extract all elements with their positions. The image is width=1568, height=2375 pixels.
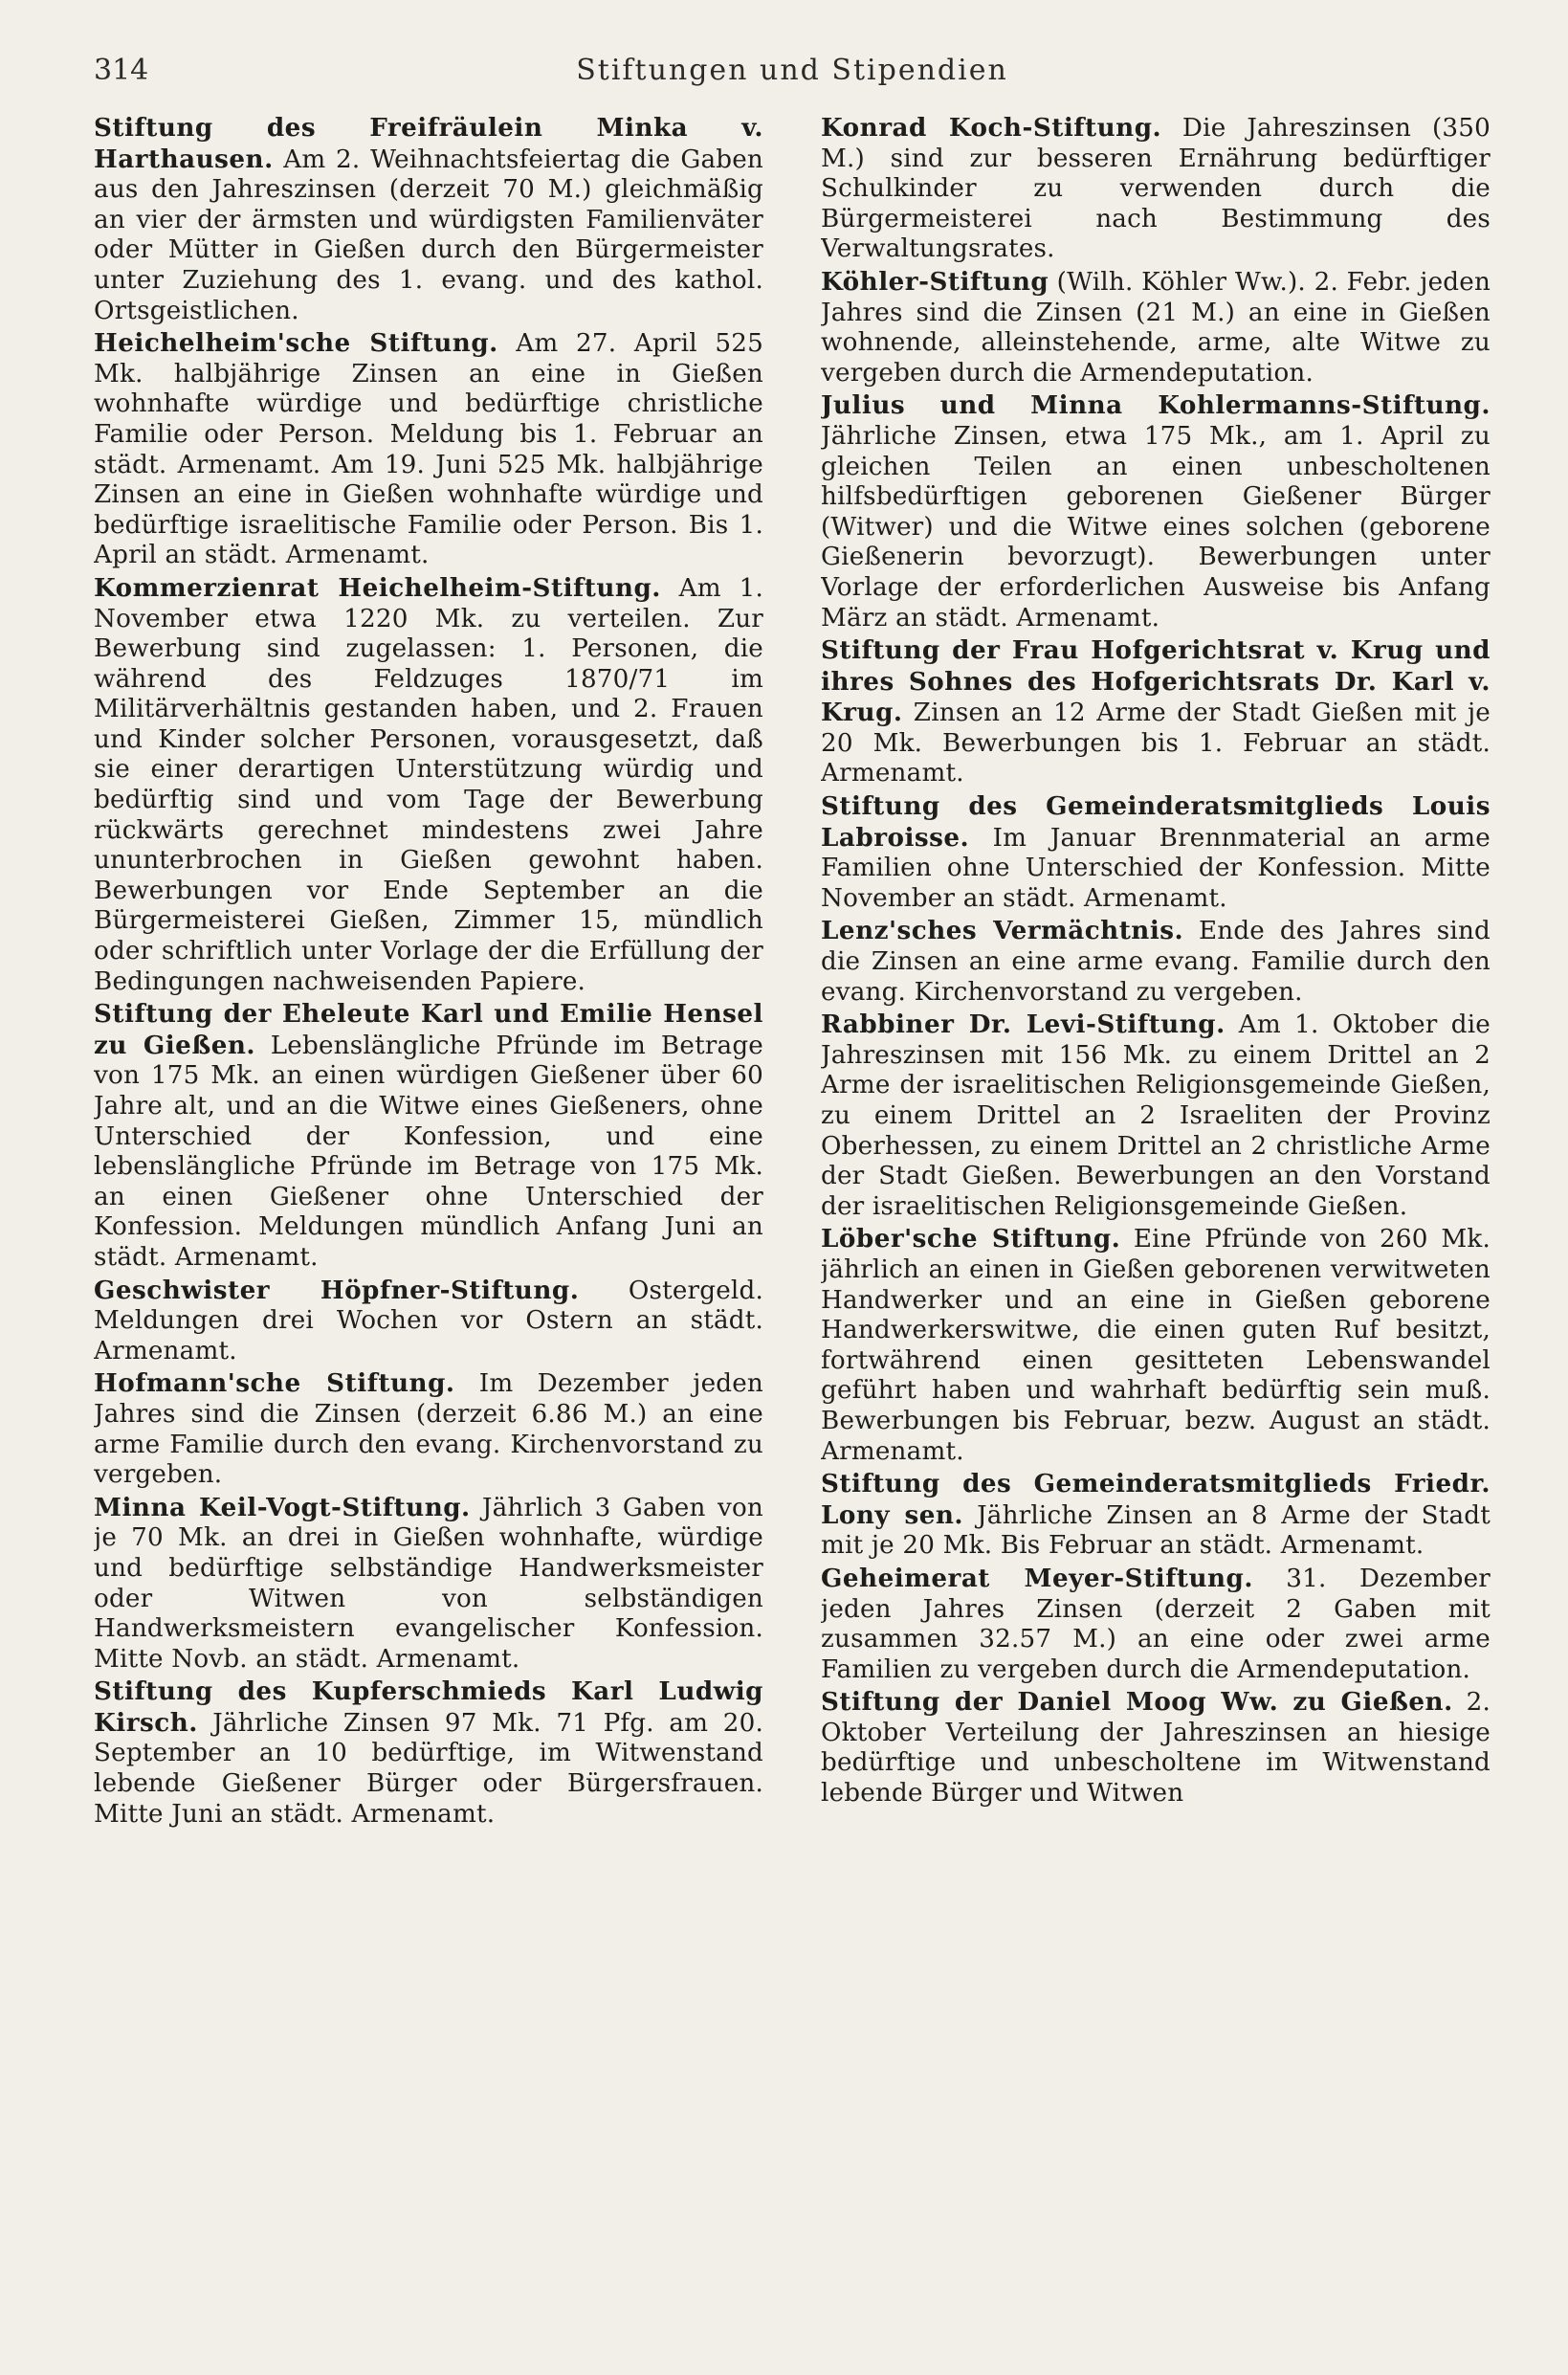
entry-text: Eine Pfründe von 260 Mk. jährlich an einen in Gießen geborenen verwitweten Handwerker und an eine in Gießen geborene Handwerkerswitwe, die einen guten Ruf besitzt, fortwährend einen gesitteten Lebenswandel geführt haben und wahrhaft bedürftig sein muß. Bewerbungen bis Februar, bezw. August an städt. Armenamt. [821, 1225, 1491, 1466]
entry-heading: Stiftung des Gemeinderatsmitglieds Louis Labroisse. [821, 791, 1491, 853]
foundation-entry [94, 1493, 763, 1676]
entry-text: Am 27. April 525 Mk. halbjährige Zinsen an eine in Gießen wohnhafte würdige und bedürftige christliche Familie oder Person. Meldung bis 1. Februar an städt. Armenamt. Am 19. Juni 525 Mk. halbjährige Zinsen an eine in Gießen wohnhafte würdige und bedürftige israelitische Familie oder Person. Bis 1. April an städt. Armenamt. [94, 329, 763, 570]
left-column [94, 113, 763, 2352]
entry-text: Am 2. Weihnachtsfeiertag die Gaben aus den Jahreszinsen (derzeit 70 M.) gleichmäßig an vier der ärmsten und würdigsten Familienväter oder Mütter in Gießen durch den Bürgermeister unter Zuziehung des 1. evang. und des kathol. Ortsgeistlichen. [94, 144, 763, 325]
entry-text: Die Jahreszinsen (350 M.) sind zur besseren Ernährung bedürftiger Schulkinder zu verwenden durch die Bürgermeisterei nach Bestimmung des Verwaltungsrates. [821, 114, 1491, 264]
foundation-entry [821, 267, 1491, 388]
entry-text: Am 1. Oktober die Jahreszinsen mit 156 Mk. zu einem Drittel an 2 Arme der israelitischen Religionsgemeinde Gießen, zu einem Drittel an 2 Israeliten der Provinz Oberhessen, zu einem Drittel an 2 christliche Arme der Stadt Gießen. Bewerbungen an den Vorstand der israelitischen Religionsgemeinde Gießen. [821, 1010, 1491, 1221]
entry-heading: Lenz'sches Vermächtnis. [821, 916, 1184, 946]
foundation-entry [821, 791, 1491, 914]
entry-heading: Rabbiner Dr. Levi-Stiftung. [821, 1010, 1226, 1040]
entry-text: Jährliche Zinsen, etwa 175 Mk., am 1. April zu gleichen Teilen an einen unbescholtenen hilfsbedürftigen geborenen Gießener Bürger (Witwer) und die Witwe eines solchen (geborene Gießenerin bevorzugt). Bewerbungen unter Vorlage der erforderlichen Ausweise bis Anfang März an städt. Armenamt. [821, 421, 1491, 633]
foundation-entry [821, 635, 1491, 789]
foundation-entry [94, 113, 763, 326]
page-number: 314 [94, 54, 149, 87]
foundation-entry [94, 328, 763, 571]
foundation-entry [821, 1224, 1491, 1467]
entry-heading: Minna Keil-Vogt-Stiftung. [94, 1492, 471, 1522]
page-header [94, 50, 1491, 98]
entry-text: Im Januar Brennmaterial an arme Familien ohne Unterschied der Konfession. Mitte November an städt. Armenamt. [821, 823, 1491, 913]
entry-heading: Stiftung des Freifräulein Minka v. Harthausen. [94, 113, 763, 174]
foundation-entry [94, 999, 763, 1273]
entry-text: Lebenslängliche Pfründe im Betrage von 175 Mk. an einen würdigen Gießener über 60 Jahre alt, und an die Witwe eines Gießeners, ohne Unterschied der Konfession, und eine lebenslängliche Pfründe im Betrage von 175 Mk. an einen Gießener ohne Unterschied der Konfession. Meldungen mündlich Anfang Juni an städt. Armenamt. [94, 1031, 763, 1272]
foundation-entry [821, 1469, 1491, 1562]
entry-heading: Konrad Koch-Stiftung. [821, 113, 1162, 143]
entry-heading: Julius und Minna Kohlermanns-Stiftung. [821, 390, 1491, 421]
foundation-entry [94, 1276, 763, 1367]
entry-heading: Heichelheim'sche Stiftung. [94, 328, 498, 359]
foundation-entry [821, 1687, 1491, 1809]
entry-heading: Köhler-Stiftung [821, 266, 1049, 297]
foundation-entry [821, 113, 1491, 265]
foundation-entry [821, 390, 1491, 633]
entry-heading: Löber'sche Stiftung. [821, 1224, 1121, 1254]
entry-heading: Stiftung der Daniel Moog Ww. zu Gießen. [821, 1687, 1453, 1718]
entry-text: Ende des Jahres sind die Zinsen an eine arme evang. Familie durch den evang. Kirchenvorstand zu vergeben. [821, 917, 1491, 1007]
entry-heading: Stiftung des Kupferschmieds Karl Ludwig Kirsch. [94, 1676, 763, 1738]
entry-text: Zinsen an 12 Arme der Stadt Gießen mit je 20 Mk. Bewerbungen bis 1. Februar an städt. Armenamt. [821, 699, 1491, 788]
entry-text: Im Dezember jeden Jahres sind die Zinsen (derzeit 6.86 M.) an eine arme Familie durch den evang. Kirchenvorstand zu vergeben. [94, 1369, 763, 1490]
entry-heading: Geschwister Höpfner-Stiftung. [94, 1275, 580, 1305]
entry-heading: Hofmann'sche Stiftung. [94, 1368, 455, 1399]
entry-heading: Geheimerat Meyer-Stiftung. [821, 1563, 1253, 1593]
entry-heading: Stiftung der Eheleute Karl und Emilie Hensel zu Gießen. [94, 999, 763, 1060]
entry-text: Ostergeld. Meldungen drei Wochen vor Ostern an städt. Armenamt. [94, 1276, 763, 1365]
entry-text: (Wilh. Köhler Ww.). 2. Febr. jeden Jahres sind die Zinsen (21 M.) an eine in Gießen wohnende, alleinstehende, arme, alte Witwe zu vergeben durch die Armendeputation. [821, 267, 1491, 388]
entry-heading: Stiftung des Gemeinderatsmitglieds Friedr. Lony sen. [821, 1469, 1491, 1530]
foundation-entry [821, 1010, 1491, 1222]
foundation-entry [821, 916, 1491, 1008]
entry-text: 2. Oktober Verteilung der Jahreszinsen an hiesige bedürftige und unbescholtene im Witwenstand lebende Bürger und Witwen [821, 1688, 1491, 1809]
foundation-entry [94, 1676, 763, 1830]
entry-text: Jährliche Zinsen an 8 Arme der Stadt mit je 20 Mk. Bis Februar an städt. Armenamt. [821, 1500, 1491, 1561]
foundation-entry [821, 1564, 1491, 1685]
entry-heading: Kommerzienrat Heichelheim-Stiftung. [94, 572, 661, 603]
running-title: Stiftungen und Stipendien [576, 54, 1008, 87]
entry-text: 31. Dezember jeden Jahres Zinsen (derzeit 2 Gaben mit zusammen 32.57 M.) an eine oder zwei arme Familien zu vergeben durch die Armendeputation. [821, 1564, 1491, 1684]
right-column [821, 113, 1491, 2352]
entry-heading: Stiftung der Frau Hofgerichtsrat v. Krug und ihres Sohnes des Hofgerichtsrats Dr. Karl v. Krug. [821, 635, 1491, 728]
entry-text: Jährliche Zinsen 97 Mk. 71 Pfg. am 20. September an 10 bedürftige, im Witwenstand lebende Gießener Bürger oder Bürgersfrauen. Mitte Juni an städt. Armenamt. [94, 1708, 763, 1829]
foundation-entry [94, 573, 763, 997]
entry-text: Am 1. November etwa 1220 Mk. zu verteilen. Zur Bewerbung sind zugelassen: 1. Personen, die während des Feldzuges 1870/71 im Militärverhältnis gestanden haben, und 2. Frauen und Kinder solcher Personen, vorausgesetzt, daß sie einer derartigen Unterstützung würdig und bedürftig sind und vom Tage der Bewerbung rückwärts gerechnet mindestens zwei Jahre ununterbrochen in Gießen gewohnt haben. Bewerbungen vor Ende September an die Bürgermeisterei Gießen, Zimmer 15, mündlich oder schriftlich unter Vorlage der die Erfüllung der Bedingungen nachweisenden Papiere. [94, 573, 763, 996]
entry-text: Jährlich 3 Gaben von je 70 Mk. an drei in Gießen wohnhafte, würdige und bedürftige selbständige Handwerksmeister oder Witwen von selbständigen Handwerksmeistern evangelischer Konfession. Mitte Novb. an städt. Armenamt. [94, 1493, 763, 1674]
foundation-entry [94, 1368, 763, 1490]
